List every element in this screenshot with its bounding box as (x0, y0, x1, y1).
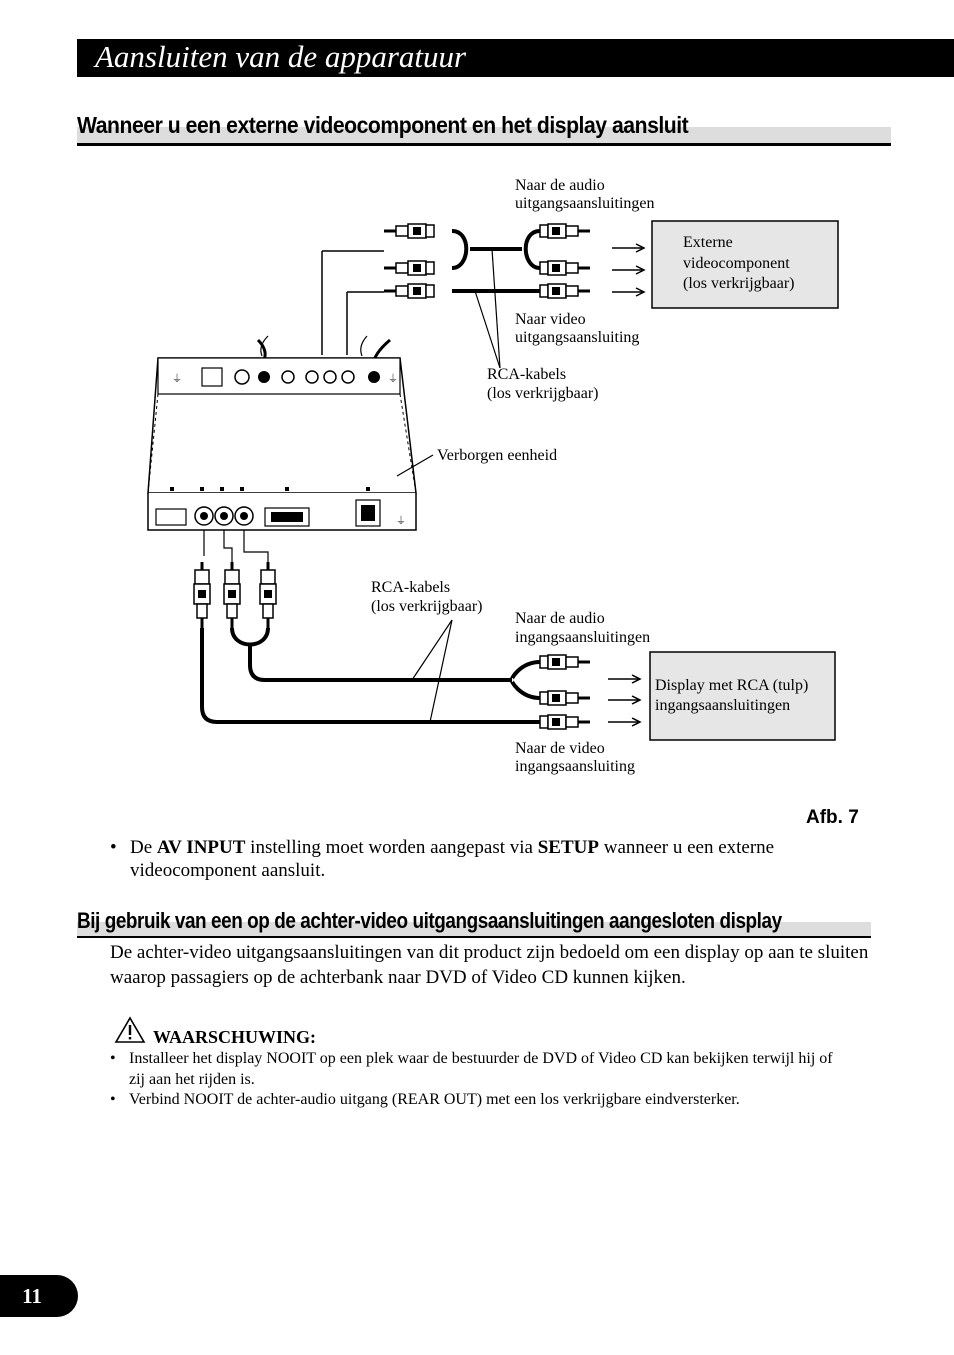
section2-title: Bij gebruik van een op de achter-video uitgangsaansluitingen aangesloten display (77, 908, 782, 933)
top-cable-set (258, 224, 644, 380)
warning-heading: WAARSCHUWING: (153, 1027, 317, 1047)
page-number: 11 (0, 1275, 78, 1317)
figure-label: Afb. 7 (806, 807, 859, 828)
bullet-dot: • (110, 1050, 116, 1067)
svg-text:⏚: ⏚ (396, 516, 406, 527)
video-in-label-1: Naar de video (515, 740, 605, 757)
setup-term: SETUP (537, 837, 599, 858)
rca-bottom-label-2: (los verkrijgbaar) (371, 598, 483, 615)
external-box-line2: videocomponent (683, 255, 790, 272)
external-box-line3: (los verkrijgbaar) (683, 275, 795, 292)
svg-text:⏚: ⏚ (388, 374, 398, 385)
external-box-line1: Externe (683, 234, 733, 251)
display-box-line2: ingangsaansluitingen (655, 697, 791, 714)
rca-top-label-2: (los verkrijgbaar) (487, 385, 599, 402)
section2-body: De achter-video uitgangsaansluitingen van dit product zijn bedoeld om een display op aan te sluiten waarop passagiers op de achterbank naar DVD of Video CD kunnen kijken. (110, 942, 869, 988)
warning-item-text: Installeer het display NOOIT op een plek waar de bestuurder de DVD of Video CD kan bekijken terwijl hij of zij aan het rijden is. (129, 1050, 833, 1088)
page-header-title: Aansluiten van de apparatuur (95, 39, 467, 74)
video-out-label-1: Naar video (515, 311, 586, 328)
av-input-term: AV INPUT (156, 837, 246, 858)
audio-out-label-2: uitgangsaansluitingen (515, 195, 655, 212)
hidden-unit (148, 358, 416, 530)
video-in-label-2: ingangsaansluiting (515, 758, 635, 775)
section2-rule (77, 936, 871, 938)
hidden-unit-label: Verborgen eenheid (437, 447, 558, 464)
audio-in-label-1: Naar de audio (515, 610, 605, 627)
display-box-line1: Display met RCA (tulp) (655, 677, 809, 694)
audio-out-label-1: Naar de audio (515, 177, 605, 194)
bullet-dot: • (110, 837, 117, 858)
bullet-dot: • (110, 1091, 116, 1108)
video-out-label-2: uitgangsaansluiting (515, 329, 640, 346)
warning-icon (114, 1016, 146, 1044)
display-box (650, 652, 835, 740)
section1-title: Wanneer u een externe videocomponent en het display aansluit (77, 112, 689, 138)
warning-item-text: Verbind NOOIT de achter-audio uitgang (REAR OUT) met een los verkrijgbare eindversterker. (129, 1091, 740, 1108)
rca-top-label-1: RCA-kabels (487, 366, 567, 383)
setup-note-text: De AV INPUT instelling moet worden aangepast via SETUP wanneer u een externe videocomponent aansluit. (130, 837, 775, 881)
audio-in-label-2: ingangsaansluitingen (515, 629, 651, 646)
svg-text:⏚: ⏚ (172, 374, 182, 385)
rca-bottom-label-1: RCA-kabels (371, 579, 451, 596)
